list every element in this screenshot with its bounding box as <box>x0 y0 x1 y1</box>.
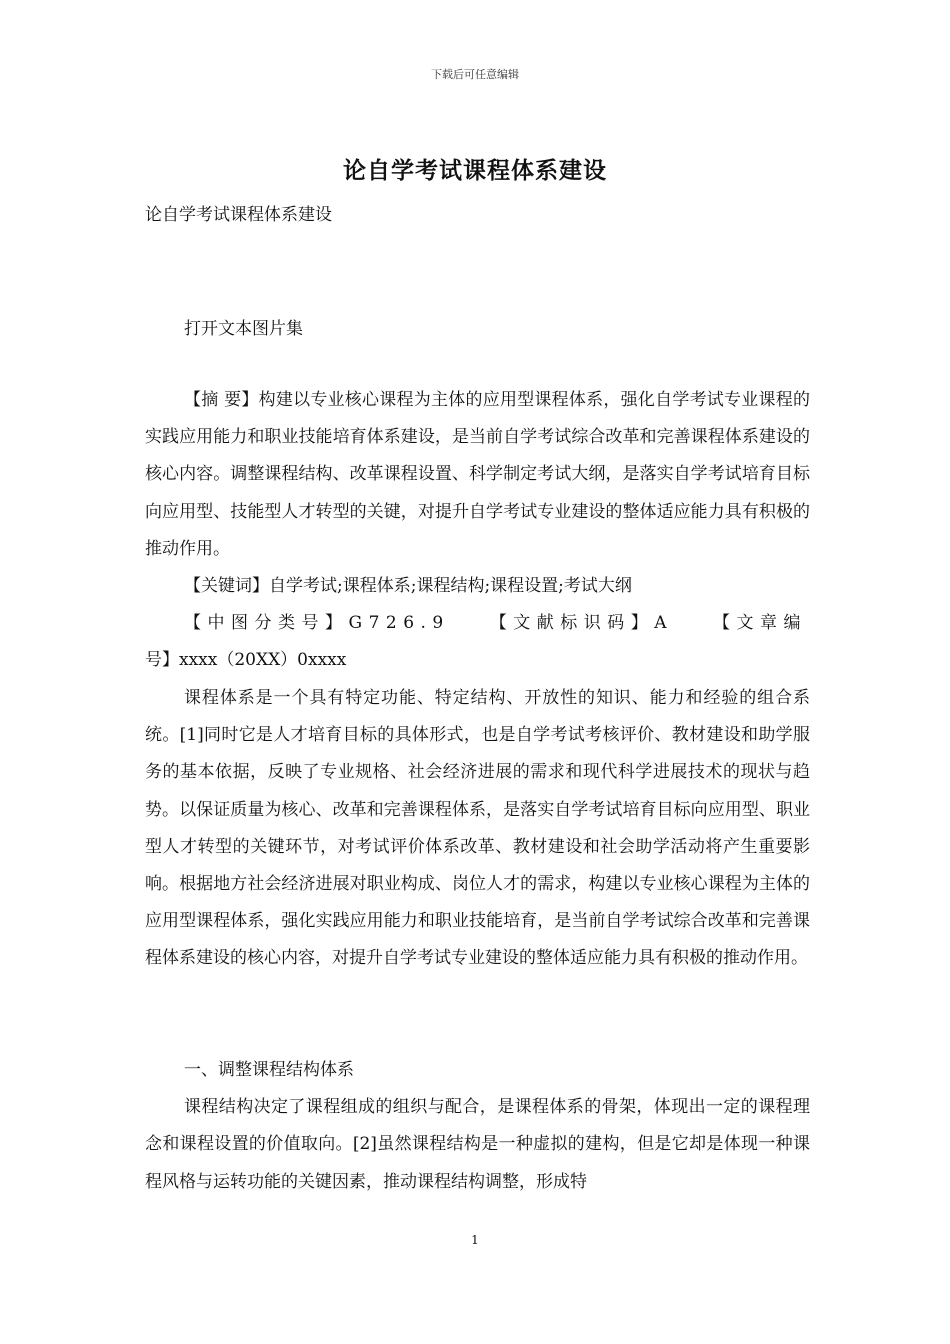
section-1-paragraph: 课程结构决定了课程组成的组织与配合，是课程体系的骨架，体现出一定的课程理念和课程设置的价值取向。[2]虽然课程结构是一种虚拟的建构，但是它却是体现一种课程风格与运转功能的关键因素，推动课程结构调整，形成特 <box>145 1097 810 1192</box>
image-gallery-link[interactable]: 打开文本图片集 <box>184 319 303 339</box>
clc-number: 【中图分类号】G726.9 <box>184 613 450 634</box>
document-subtitle: 论自学考试课程体系建设 <box>145 205 332 225</box>
abstract-block <box>145 382 810 680</box>
document-title: 论自学考试课程体系建设 <box>343 157 607 184</box>
intro-paragraph: 课程体系是一个具有特定功能、特定结构、开放性的知识、能力和经验的组合系统。[1]同时它是人才培育目标的具体形式，也是自学考试考核评价、教材建设和助学服务的基本依据，反映了专业规格、社会经济进展的需求和现代科学进展技术的现状与趋势。以保证质量为核心、改革和完善课程体系，是落实自学考试培育目标向应用型、职业型人才转型的关键环节，对考试评价体系改革、教材建设和社会助学活动将产生重要影响。根据地方社会经济进展对职业构成、岗位人才的需求，构建以专业核心课程为主体的应用型课程体系，强化实践应用能力和职业技能培育，是当前自学考试综合改革和完善课程体系建设的核心内容，对提升自学考试专业建设的整体适应能力具有积极的推动作用。 <box>145 688 810 969</box>
classification-line <box>145 605 810 642</box>
page-number: 1 <box>471 1233 479 1247</box>
abstract-paragraph: 【摘 要】构建以专业核心课程为主体的应用型课程体系，强化自学考试专业课程的实践应用能力和职业技能培育体系建设，是当前自学考试综合改革和完善课程体系建设的核心内容。调整课程结构、改革课程设置、科学制定考试大纲，是落实自学考试培育目标向应用型、技能型人才转型的关键，对提升自学考试专业建设的整体适应能力具有积极的推动作用。 <box>145 390 810 559</box>
article-number-label: 【文章编 <box>713 613 808 634</box>
keywords-line: 【关键词】自学考试;课程体系;课程结构;课程设置;考试大纲 <box>184 576 632 597</box>
document-code: 【文献标识码】A <box>489 613 674 634</box>
intro-block <box>145 680 810 978</box>
section-1-heading: 一、调整课程结构体系 <box>184 1060 354 1080</box>
section-1 <box>145 1052 810 1201</box>
page-header-note: 下载后可任意编辑 <box>431 68 519 81</box>
article-number: 号】xxxx（20XX）0xxxx <box>145 650 347 671</box>
